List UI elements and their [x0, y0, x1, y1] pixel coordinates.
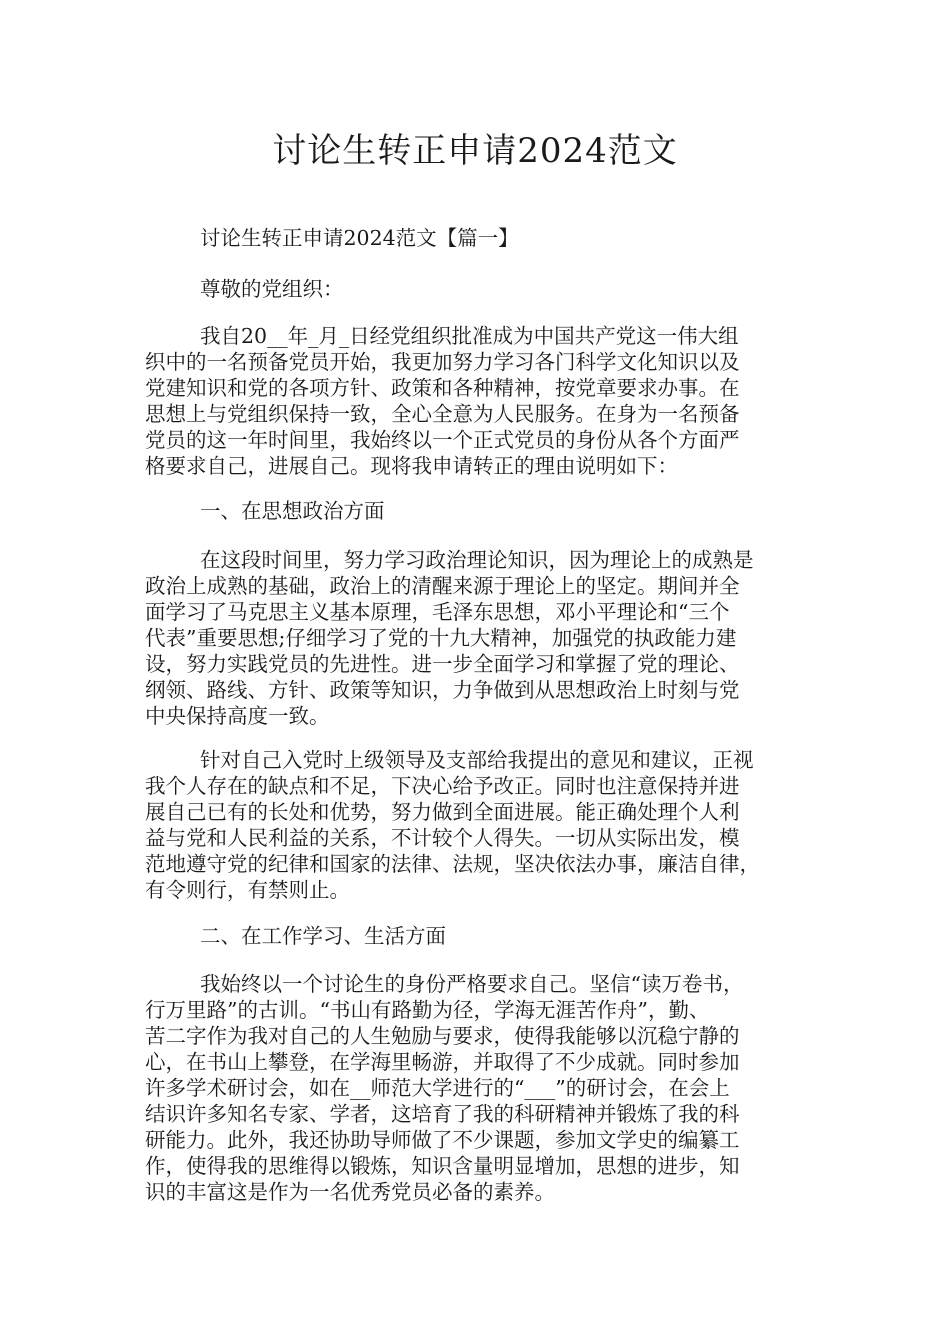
paragraph-line: 识的丰富这是作为一名优秀党员必备的素养。: [145, 1180, 555, 1204]
paragraph-line: 行万里路”的古训。“书山有路勤为径，学海无涯苦作舟”，勤、: [145, 998, 710, 1022]
paragraph-line: 作，使得我的思维得以锻炼，知识含量明显增加，思想的进步，知: [145, 1154, 740, 1178]
paragraph-line: 代表”重要思想;仔细学习了党的十九大精神，加强党的执政能力建: [145, 626, 737, 650]
paragraph-line: 格要求自己，进展自己。现将我申请转正的理由说明如下：: [145, 454, 678, 478]
paragraph-line: 面学习了马克思主义基本原理，毛泽东思想，邓小平理论和“三个: [145, 600, 730, 624]
paragraph-line: 设，努力实践党员的先进性。进一步全面学习和掌握了党的理论、: [145, 652, 740, 676]
heading-1: 一、在思想政治方面: [200, 499, 385, 523]
paragraph-line: 我个人存在的缺点和不足，下决心给予改正。同时也注意保持并进: [145, 774, 740, 798]
paragraph-line: 我始终以一个讨论生的身份严格要求自己。坚信“读万卷书，: [200, 972, 744, 996]
paragraph-line: 党员的这一年时间里，我始终以一个正式党员的身份从各个方面严: [145, 428, 740, 452]
paragraph-line: 展自己已有的长处和优势，努力做到全面进展。能正确处理个人利: [145, 800, 740, 824]
section-heading: 讨论生转正申请2024范文【篇一】: [200, 226, 519, 250]
paragraph-line: 纲领、路线、方针、政策等知识，力争做到从思想政治上时刻与党: [145, 678, 740, 702]
paragraph-line: 中央保持高度一致。: [145, 704, 330, 728]
paragraph-line: 党建知识和党的各项方针、政策和各种精神，按党章要求办事。在: [145, 376, 740, 400]
paragraph-line: 许多学术研讨会，如在__师范大学进行的“___”的研讨会，在会上: [145, 1076, 730, 1100]
paragraph-line: 研能力。此外，我还协助导师做了不少课题，参加文学史的编纂工: [145, 1128, 740, 1152]
paragraph-line: 织中的一名预备党员开始，我更加努力学习各门科学文化知识以及: [145, 350, 740, 374]
paragraph-line: 在这段时间里，努力学习政治理论知识，因为理论上的成熟是: [200, 548, 754, 572]
heading-2: 二、在工作学习、生活方面: [200, 924, 446, 948]
salutation: 尊敬的党组织：: [200, 277, 344, 301]
paragraph-line: 针对自己入党时上级领导及支部给我提出的意见和建议，正视: [200, 748, 754, 772]
paragraph-line: 政治上成熟的基础，政治上的清醒来源于理论上的坚定。期间并全: [145, 574, 740, 598]
paragraph-line: 苦二字作为我对自己的人生勉励与要求，使得我能够以沉稳宁静的: [145, 1024, 740, 1048]
paragraph-line: 有令则行，有禁则止。: [145, 878, 350, 902]
paragraph-line: 思想上与党组织保持一致，全心全意为人民服务。在身为一名预备: [145, 402, 740, 426]
paragraph-line: 我自20__年_月_日经党组织批准成为中国共产党这一伟大组: [200, 324, 739, 348]
paragraph-line: 心，在书山上攀登，在学海里畅游，并取得了不少成就。同时参加: [145, 1050, 740, 1074]
paragraph-line: 益与党和人民利益的关系，不计较个人得失。一切从实际出发，模: [145, 826, 740, 850]
document-title: 讨论生转正申请2024范文: [272, 131, 678, 171]
paragraph-line: 范地遵守党的纪律和国家的法律、法规，坚决依法办事，廉洁自律，: [145, 852, 760, 876]
paragraph-line: 结识许多知名专家、学者，这培育了我的科研精神并锻炼了我的科: [145, 1102, 740, 1126]
